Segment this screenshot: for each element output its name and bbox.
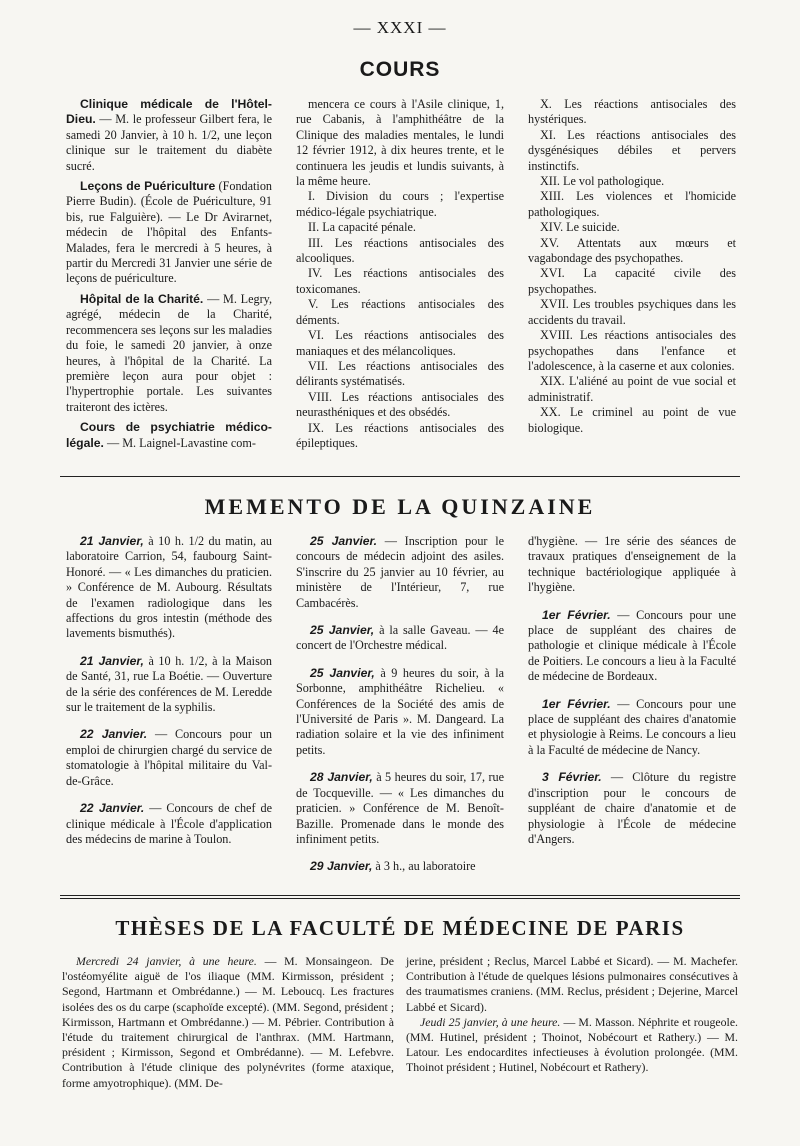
memento-column-1 — [66, 534, 272, 847]
cours-lesson: XVI. La capacité civile des psychopathes. — [528, 266, 736, 296]
memento-entry — [528, 608, 736, 685]
memento-text: à 10 h. 1/2, à la Maison de Santé, 31, rue La Boétie. — Ouverture de la série des conférences de M. Leredde sur le traitement de la syphilis. — [66, 653, 273, 715]
memento-entry — [296, 770, 504, 847]
cours-item — [66, 97, 272, 174]
memento-date: 29 Janvier, — [310, 859, 373, 874]
cours-lesson: XVIII. Les réactions antisociales des psychopathes dans l'enfance et l'adolescence, à la caserne et aux colonies. — [528, 328, 736, 373]
cours-lesson: X. Les réactions antisociales des hystériques. — [528, 97, 736, 127]
page-number: — XXXI — — [353, 18, 447, 37]
cours-item — [66, 292, 272, 415]
memento-date: 1er Février. — [542, 607, 611, 622]
cours-lesson: III. Les réactions antisociales des alcooliques. — [296, 235, 504, 266]
cours-lesson: XVII. Les troubles psychiques dans les accidents du travail. — [528, 297, 736, 327]
cours-lesson: VI. Les réactions antisociales des maniaques et des mélancoliques. — [296, 328, 504, 358]
memento-title: MEMENTO DE LA QUINZAINE — [204, 494, 596, 519]
cours-lesson: IX. Les réactions antisociales des épileptiques. — [296, 420, 504, 450]
cours-item-head: Cours de psychiatrie médico-légale. — [66, 420, 272, 450]
memento-text: à 9 heures du soir, à la Sorbonne, amphithéâtre Richelieu. « Conférences de la Société des amis de l'Université de Paris ». M. Dangeard. La radiation solaire et la vie des infiniment petits. — [296, 665, 505, 757]
memento-text: — Concours pour un emploi de chirurgien chargé du service de stomatologie à l'hôpital militaire du Val-de-Grâce. — [66, 727, 273, 788]
cours-lesson: XI. Les réactions antisociales des dysgénésiques débiles et pervers instinctifs. — [528, 127, 736, 173]
cours-item-text: — M. Laignel-Lavastine com- — [106, 435, 256, 450]
cours-lesson: XIV. Le suicide. — [540, 220, 620, 235]
cours-item-head: Leçons de Puériculture — [80, 179, 216, 194]
theses-date: Jeudi 25 janvier, à une heure. — [420, 1014, 561, 1029]
memento-text: — Concours pour une place de suppléant des chaires d'anatomie et physiologie à Reims. Le concours a lieu à la Faculté de médecine de Nancy. — [528, 696, 737, 757]
memento-entry — [66, 534, 272, 642]
memento-date: 22 Janvier. — [80, 801, 145, 816]
cours-item-head: Hôpital de la Charité. — [80, 291, 204, 306]
cours-column-1 — [66, 97, 272, 451]
cours-lesson: V. Les réactions antisociales des déments. — [296, 297, 504, 327]
memento-text: à la salle Gaveau. — 4e concert de l'Orchestre médical. — [296, 623, 505, 653]
memento-entry — [296, 623, 504, 654]
memento-date: 28 Janvier, — [310, 770, 373, 785]
theses-text: — M. Monsaingeon. De l'ostéomyélite aiguë de l'os iliaque (MM. Kirmisson, président ; Segond, Hartmann et Ombrédanne.) — M. Leboucq. Les fractures isolées des os du carpe (scaphoïde excepté). (MM. Segond, président ; Kirmisson, Hartmann et Ombrédanne.) — M. Pébrier. Contribution à l'étude du traitement chirurgical de l'anthrax. (MM. Hartmann, président ; Kirmisson, Segond et Ombrédanne). — M. Lefebvre. Contribution à l'étude clinique des polynévrites (forme ataxique, forme amyotrophique). (MM. De- — [62, 954, 395, 1090]
memento-entry — [66, 727, 272, 789]
memento-entry — [528, 697, 736, 759]
memento-text: à 5 heures du soir, 17, rue de Tocqueville. — « Les dimanches du praticien. » Conférence de M. Benoît-Bazille. Promenade dans le monde des infiniment petits. — [296, 770, 505, 846]
cours-item-text: — M. le professeur Gilbert fera, le samedi 20 Janvier, à 10 h. 1/2, une leçon clinique sur le traitement du diabète sucré. — [66, 112, 272, 173]
memento-date: 1er Février. — [542, 696, 611, 711]
memento-text: — Inscription pour le concours de médecin adjoint des asiles. S'inscrire du 25 janvier au 10 février, au ministère de l'Intérieur, 7, rue Cambacérès. — [296, 534, 504, 610]
cours-lesson: II. La capacité pénale. — [308, 220, 416, 235]
memento-text: — Clôture du registre d'inscription pour le concours de suppléant de chaire d'anatomie et de physiologie à l'École de médecine d'Angers. — [528, 770, 737, 846]
cours-intro: mencera ce cours à l'Asile clinique, 1, rue Cabanis, à l'amphithéâtre de la Clinique des maladies mentales, le lundi 12 février 1912, à dix heures trente, et le continuera les jeudis et lundis suivants, à la même heure. — [296, 97, 504, 189]
memento-text: à 3 h., au laboratoire — [375, 859, 476, 874]
cours-lesson: IV. Les réactions antisociales des toxicomanes. — [296, 266, 504, 296]
memento-date: 21 Janvier, — [80, 653, 144, 668]
memento-date: 25 Janvier. — [310, 534, 378, 548]
cours-item-text: — M. Legry, agrégé, médecin de la Charité, recommencera ses leçons sur les maladies du foie, le samedi 20 janvier, à onze heures, à l'hôpital de la Charité. La première leçon aura pour objet : l'hypertrophie portale. Les suivantes traiteront des ictères. — [66, 291, 272, 414]
memento-date: 21 Janvier, — [80, 534, 144, 548]
memento-entry — [66, 801, 272, 847]
cours-lesson: XV. Attentats aux mœurs et vagabondage des psychopathes. — [528, 235, 736, 266]
cours-item-text: (Fondation Pierre Budin). (École de Puériculture, 91 bis, rue Falguière). — Le Dr Avirагnet, médecin de l'hôpital des Enfants-Malades, fera le mercredi à 5 heures, à partir du Mercredi 31 Janvier une série de leçons de puériculture. — [66, 179, 273, 286]
theses-column-2 — [406, 954, 738, 1076]
memento-entry — [66, 654, 272, 716]
theses-entry — [406, 1015, 738, 1076]
cours-lesson: VIII. Les réactions antisociales des neurasthéniques et des obsédés. — [296, 389, 504, 420]
cours-lesson: XIX. L'aliéné au point de vue social et administratif. — [528, 374, 736, 404]
theses-title: THÈSES DE LA FACULTÉ DE MÉDECINE DE PARIS — [115, 916, 685, 940]
memento-column-2 — [296, 534, 504, 875]
section-divider — [60, 476, 740, 477]
memento-entry — [528, 770, 736, 847]
theses-continuation: jerine, président ; Reclus, Marcel Labbé et Sicard). — M. Machefer. Contribution à l'étude de quelques lésions pulmonaires consécutives à des traumatismes craniens. (MM. Reclus, président ; Dejerine, Marcel Labbé et Sicard). — [406, 954, 738, 1014]
memento-date: 25 Janvier, — [310, 665, 375, 680]
cours-lesson: VII. Les réactions antisociales des délirants systématisés. — [296, 358, 504, 389]
cours-item-head: Clinique médicale de l'Hôtel-Dieu. — [66, 97, 272, 127]
memento-text: — Concours pour une place de suppléant des chaires de pathologie et clinique médicale à l'École de Poitiers. Le concours a lieu à la Faculté de médecine de Bordeaux. — [528, 607, 737, 684]
memento-column-3 — [528, 534, 736, 847]
cours-lesson: XII. Le vol pathologique. — [540, 174, 665, 189]
cours-column-2 — [296, 97, 504, 451]
memento-date: 3 Février. — [542, 770, 602, 785]
memento-text: — Concours de chef de clinique médicale à l'École d'application des médecins de marine à Toulon. — [66, 801, 272, 846]
cours-column-3 — [528, 97, 736, 436]
memento-continuation: d'hygiène. — 1re série des séances de travaux pratiques d'enseignement de la technique bactériologique appliquée à l'hygiène. — [528, 534, 736, 595]
memento-text: à 10 h. 1/2 du matin, au laboratoire Carrion, 54, faubourg Saint-Honoré. — « Les dimanches du praticien. » Conférence de M. Aubourg. Résultats de l'examen radiologique dans les affections du gros intestin (méthode des lavements bismuthés). — [66, 534, 273, 641]
memento-entry — [296, 859, 504, 874]
cours-lesson: XIII. Les violences et l'homicide pathologiques. — [528, 189, 736, 219]
memento-date: 22 Janvier. — [80, 727, 148, 742]
theses-column-1 — [62, 954, 394, 1091]
theses-text: — M. Masson. Néphrite et rougeole. (MM. Hutinel, président ; Thoinot, Nobécourt et Rathery.) — M. Latour. Les endocardites infectieuses à évolution prolongée. (MM. Thoinot président ; Hutinel, Nobécourt et Rathery). — [406, 1014, 739, 1075]
cours-item — [66, 179, 272, 287]
memento-entry — [296, 666, 504, 758]
cours-title: COURS — [359, 58, 441, 81]
memento-entry — [296, 534, 504, 611]
cours-lesson: XX. Le criminel au point de vue biologique. — [528, 405, 736, 435]
memento-date: 25 Janvier, — [310, 623, 375, 638]
section-divider — [60, 895, 740, 896]
cours-lesson: I. Division du cours ; l'expertise médico-légale psychiatrique. — [296, 189, 504, 219]
cours-item — [66, 420, 272, 451]
theses-entry — [62, 954, 394, 1091]
theses-date: Mercredi 24 janvier, à une heure. — [76, 954, 257, 968]
